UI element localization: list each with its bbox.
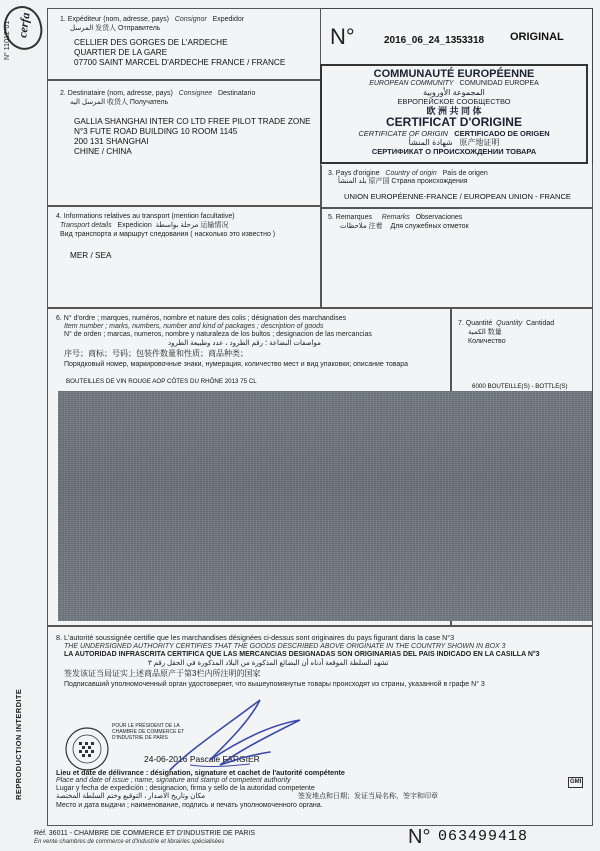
box-7-label-ru: Количество bbox=[468, 338, 506, 345]
title-community-ar: المجموعة الأوروبية bbox=[423, 88, 485, 97]
box-4-transport: 4. Informations relatives au transport (mention facultative) Transport details Expedicion مرحلة بواسطة 运输情况 Вид транспорта и маршрут следования ( насколько это известно ) MER / SEA bbox=[47, 206, 321, 308]
consignor-line: QUARTIER DE LA GARE bbox=[74, 48, 168, 57]
consignor-line: CELLIER DES GORGES DE L'ARDECHE bbox=[74, 38, 228, 47]
box-3-origin: 3. Pays d'origine Country of origin País de origen بلد المنشأ 原产国 Страна происхождения UNION EUROPÉENNE-FRANCE / EUROPEAN UNION - FRANCE bbox=[321, 165, 593, 208]
reproduction-notice: REPRODUCTION INTERDITE bbox=[14, 688, 23, 800]
issue-label-ru: Место и дата выдачи ; наименование, подпись и печать уполномоченного органа. bbox=[56, 802, 323, 809]
title-community-en: EUROPEAN COMMUNITY bbox=[369, 80, 454, 87]
box-4-label-ru: Вид транспорта и маршрут следования ( насколько это известно ) bbox=[60, 231, 276, 238]
box-5-label: 5. Remarques bbox=[328, 214, 372, 221]
box-8-line-en: THE UNDERSIGNED AUTHORITY CERTIFIES THAT THE GOODS DESCRIBED ABOVE ORIGINATE IN THE COUNTRY SHOWN IN BOX 3 bbox=[64, 643, 506, 650]
box-6-label-en: Item number ; marks, numbers, number and kind of packages ; description of goods bbox=[64, 323, 324, 330]
box-2-label-ml: المرسل اليه 收货人 Получатель bbox=[70, 99, 169, 106]
box-6-label-ru: Порядковый номер, маркировочные знаки, нумерация, количество мест и вид упаковки; описание товара bbox=[64, 361, 409, 368]
issue-label-fr: Lieu et date de délivrance : désignation, signature et cachet de l'autorité compétente bbox=[56, 768, 345, 777]
box-6-label: 6. N° d'ordre ; marques, numéros, nombre et nature des colis ; désignation des marchandises bbox=[56, 315, 347, 322]
serial-number: 063499418 bbox=[438, 828, 529, 845]
box-5-remarks: 5. Remarques Remarks Observaciones ملاحظات 注着 Для служебных отметок bbox=[321, 208, 593, 308]
box-6-label-es: N° de orden ; marcas, numeros, nombre y naturaleza de los bultos ; designacion de las mercancias bbox=[64, 331, 372, 338]
box-1-label: 1. Expéditeur (nom, adresse, pays) bbox=[60, 16, 169, 23]
box-8-line-ar: تشهد السلطة الموقعة أدناه أن البضائع المذكورة من البلاد المذكورة في الحقل رقم ٣ bbox=[148, 660, 389, 667]
title-certificate: CERTIFICAT D'ORIGINE bbox=[386, 115, 522, 129]
quantity-value: 6000 BOUTEILLE(S) - BOTTLE(S) bbox=[472, 383, 568, 390]
box-8-certification bbox=[47, 626, 593, 826]
title-certificate-ar: شهادة المنشأ bbox=[408, 138, 453, 147]
title-certificate-es: CERTIFICADO DE ORIGEN bbox=[454, 129, 550, 138]
box-2-consignee: 2. Destinataire (nom, adresse, pays) Consignee Destinatario المرسل اليه 收货人 Получатель GALLIA SHANGHAI INTER CO LTD FREE PILOT TRADE ZONE N°3 FUTE ROAD BUILDING 10 ROOM 1145 200 131 SHANGHAI CHINE / CHINA bbox=[47, 80, 321, 206]
date-and-signatory: 24-06-2016 Pascale FARGIER bbox=[144, 754, 260, 764]
title-certificate-ru: СЕРТИФИКАТ О ПРОИСХОЖДЕНИИ ТОВАРА bbox=[371, 147, 537, 156]
form-number: N° 11012*01 bbox=[4, 20, 11, 60]
footer-reference: Réf. 36011 - CHAMBRE DE COMMERCE ET D'INDUSTRIE DE PARIS bbox=[34, 830, 256, 837]
transport-mode: MER / SEA bbox=[70, 251, 112, 260]
issue-label-zh: 签发地点和日期；发证当局名称，签字和印章 bbox=[298, 793, 438, 800]
box-1-label-ml: المرسل 发货人 Отправитель bbox=[70, 25, 161, 32]
signature bbox=[150, 690, 320, 780]
title-certificate-zh: 原产地证明 bbox=[459, 138, 500, 147]
box-3-label-ml: بلد المنشأ 原产国 Страна происхождения bbox=[338, 178, 468, 185]
box-2-label: 2. Destinataire (nom, adresse, pays) bbox=[60, 90, 173, 97]
consignee-line: GALLIA SHANGHAI INTER CO LTD FREE PILOT TRADE ZONE bbox=[74, 117, 311, 126]
title-community: COMMUNAUTÉ EUROPÉENNE bbox=[373, 68, 535, 80]
box-4-label: 4. Informations relatives au transport (mention facultative) bbox=[56, 213, 235, 220]
chamber-seal bbox=[64, 726, 110, 772]
redacted-area bbox=[58, 391, 592, 621]
title-community-es: COMUNIDAD EUROPEA bbox=[459, 80, 539, 87]
box-7-label: 7. Quantité bbox=[458, 320, 493, 327]
issue-label-en: Place and date of issue ; name, signature and stamp of competent authority bbox=[56, 777, 291, 784]
title-block bbox=[320, 64, 588, 164]
box-8-line-zh: 签发该证当局证实上述商品原产于第3栏内所注明的国家 bbox=[64, 669, 261, 678]
box-8-line-ru: Подписавший уполномоченный орган удостоверяет, что вышеупомянутые товары происходят из страны, указанной в графе N° 3 bbox=[64, 681, 485, 688]
box-7-quantity: 7. Quantité Quantity Cantidad الكمية 数量 Количество 6000 BOUTEILLE(S) - BOTTLE(S) bbox=[451, 308, 593, 626]
original-mark: ORIGINAL bbox=[510, 31, 564, 43]
gmi-mark: GMI bbox=[568, 777, 583, 788]
goods-description: BOUTEILLES DE VIN ROUGE AOP CÔTES DU RHÔNE 2013 75 CL bbox=[66, 378, 257, 385]
issue-label-ar: مكان وتاريخ الاصدار ، التوقيع وختم السلطة المختصة bbox=[56, 793, 206, 800]
consignee-line: 200 131 SHANGHAI bbox=[74, 137, 149, 146]
box-6-label-ar: مواصفات البضاعة ؛ رقم الطرود ، عدد وطبيعة الطرود bbox=[168, 340, 321, 347]
title-certificate-en: CERTIFICATE OF ORIGIN bbox=[358, 129, 448, 138]
country-of-origin: UNION EUROPÉENNE-FRANCE / EUROPEAN UNION - FRANCE bbox=[344, 192, 571, 201]
box-8-line-fr: 8. L'autorité soussignée certifie que les marchandises désignées ci-dessus sont originaires du pays figurant dans la case N°3 bbox=[56, 633, 455, 642]
box-6-label-zh: 序号；商标；号码；包装件数量和性质；商品种类； bbox=[64, 349, 248, 358]
box-3-label: 3. Pays d'origine bbox=[328, 170, 380, 177]
certificate-number: 2016_06_24_1353318 bbox=[384, 35, 485, 46]
title-community-ru: ЕВРОПЕЙСКОЕ СООБЩЕСТВО bbox=[397, 97, 511, 106]
footer-sale-note: En vente chambres de commerce et d'industrie et librairies spécialisées bbox=[34, 839, 225, 845]
issue-label-es: Lugar y fecha de expedición ; designacion, firma y sello de la autoridad competente bbox=[56, 785, 315, 792]
serial-no-symbol: N° bbox=[408, 826, 431, 848]
title-community-zh: 欧 洲 共 同 体 bbox=[426, 106, 482, 116]
cert-no-symbol: N° bbox=[330, 24, 355, 49]
box-1-consignor: 1. Expéditeur (nom, adresse, pays) Consignor Expedidor المرسل 发货人 Отправитель CELLIER DES GORGES DE L'ARDECHE QUARTIER DE LA GARE 07700 SAINT MARCEL D'ARDECHE FRANCE / FRANCE bbox=[47, 8, 321, 80]
cerfa-logo: cerfa bbox=[0, 3, 46, 54]
stamp-caption: POUR LE PRÉSIDENT DE LA CHAMBRE DE COMMERCE ET D'INDUSTRIE DE PARIS bbox=[112, 723, 185, 741]
consignee-line: CHINE / CHINA bbox=[74, 147, 132, 156]
consignor-line: 07700 SAINT MARCEL D'ARDECHE FRANCE / FRANCE bbox=[74, 58, 286, 67]
box-7-label-ml: الكمية 数量 bbox=[468, 329, 502, 336]
box-8-line-es: LA AUTORIDAD INFRASCRITA CERTIFICA QUE LAS MERCANCIAS DESIGNADAS SON ORIGINARIAS DEL PAIS INDICADO EN LA CASILLA N°3 bbox=[64, 651, 540, 658]
consignee-line: N°3 FUTE ROAD BUILDING 10 ROOM 1145 bbox=[74, 127, 238, 136]
